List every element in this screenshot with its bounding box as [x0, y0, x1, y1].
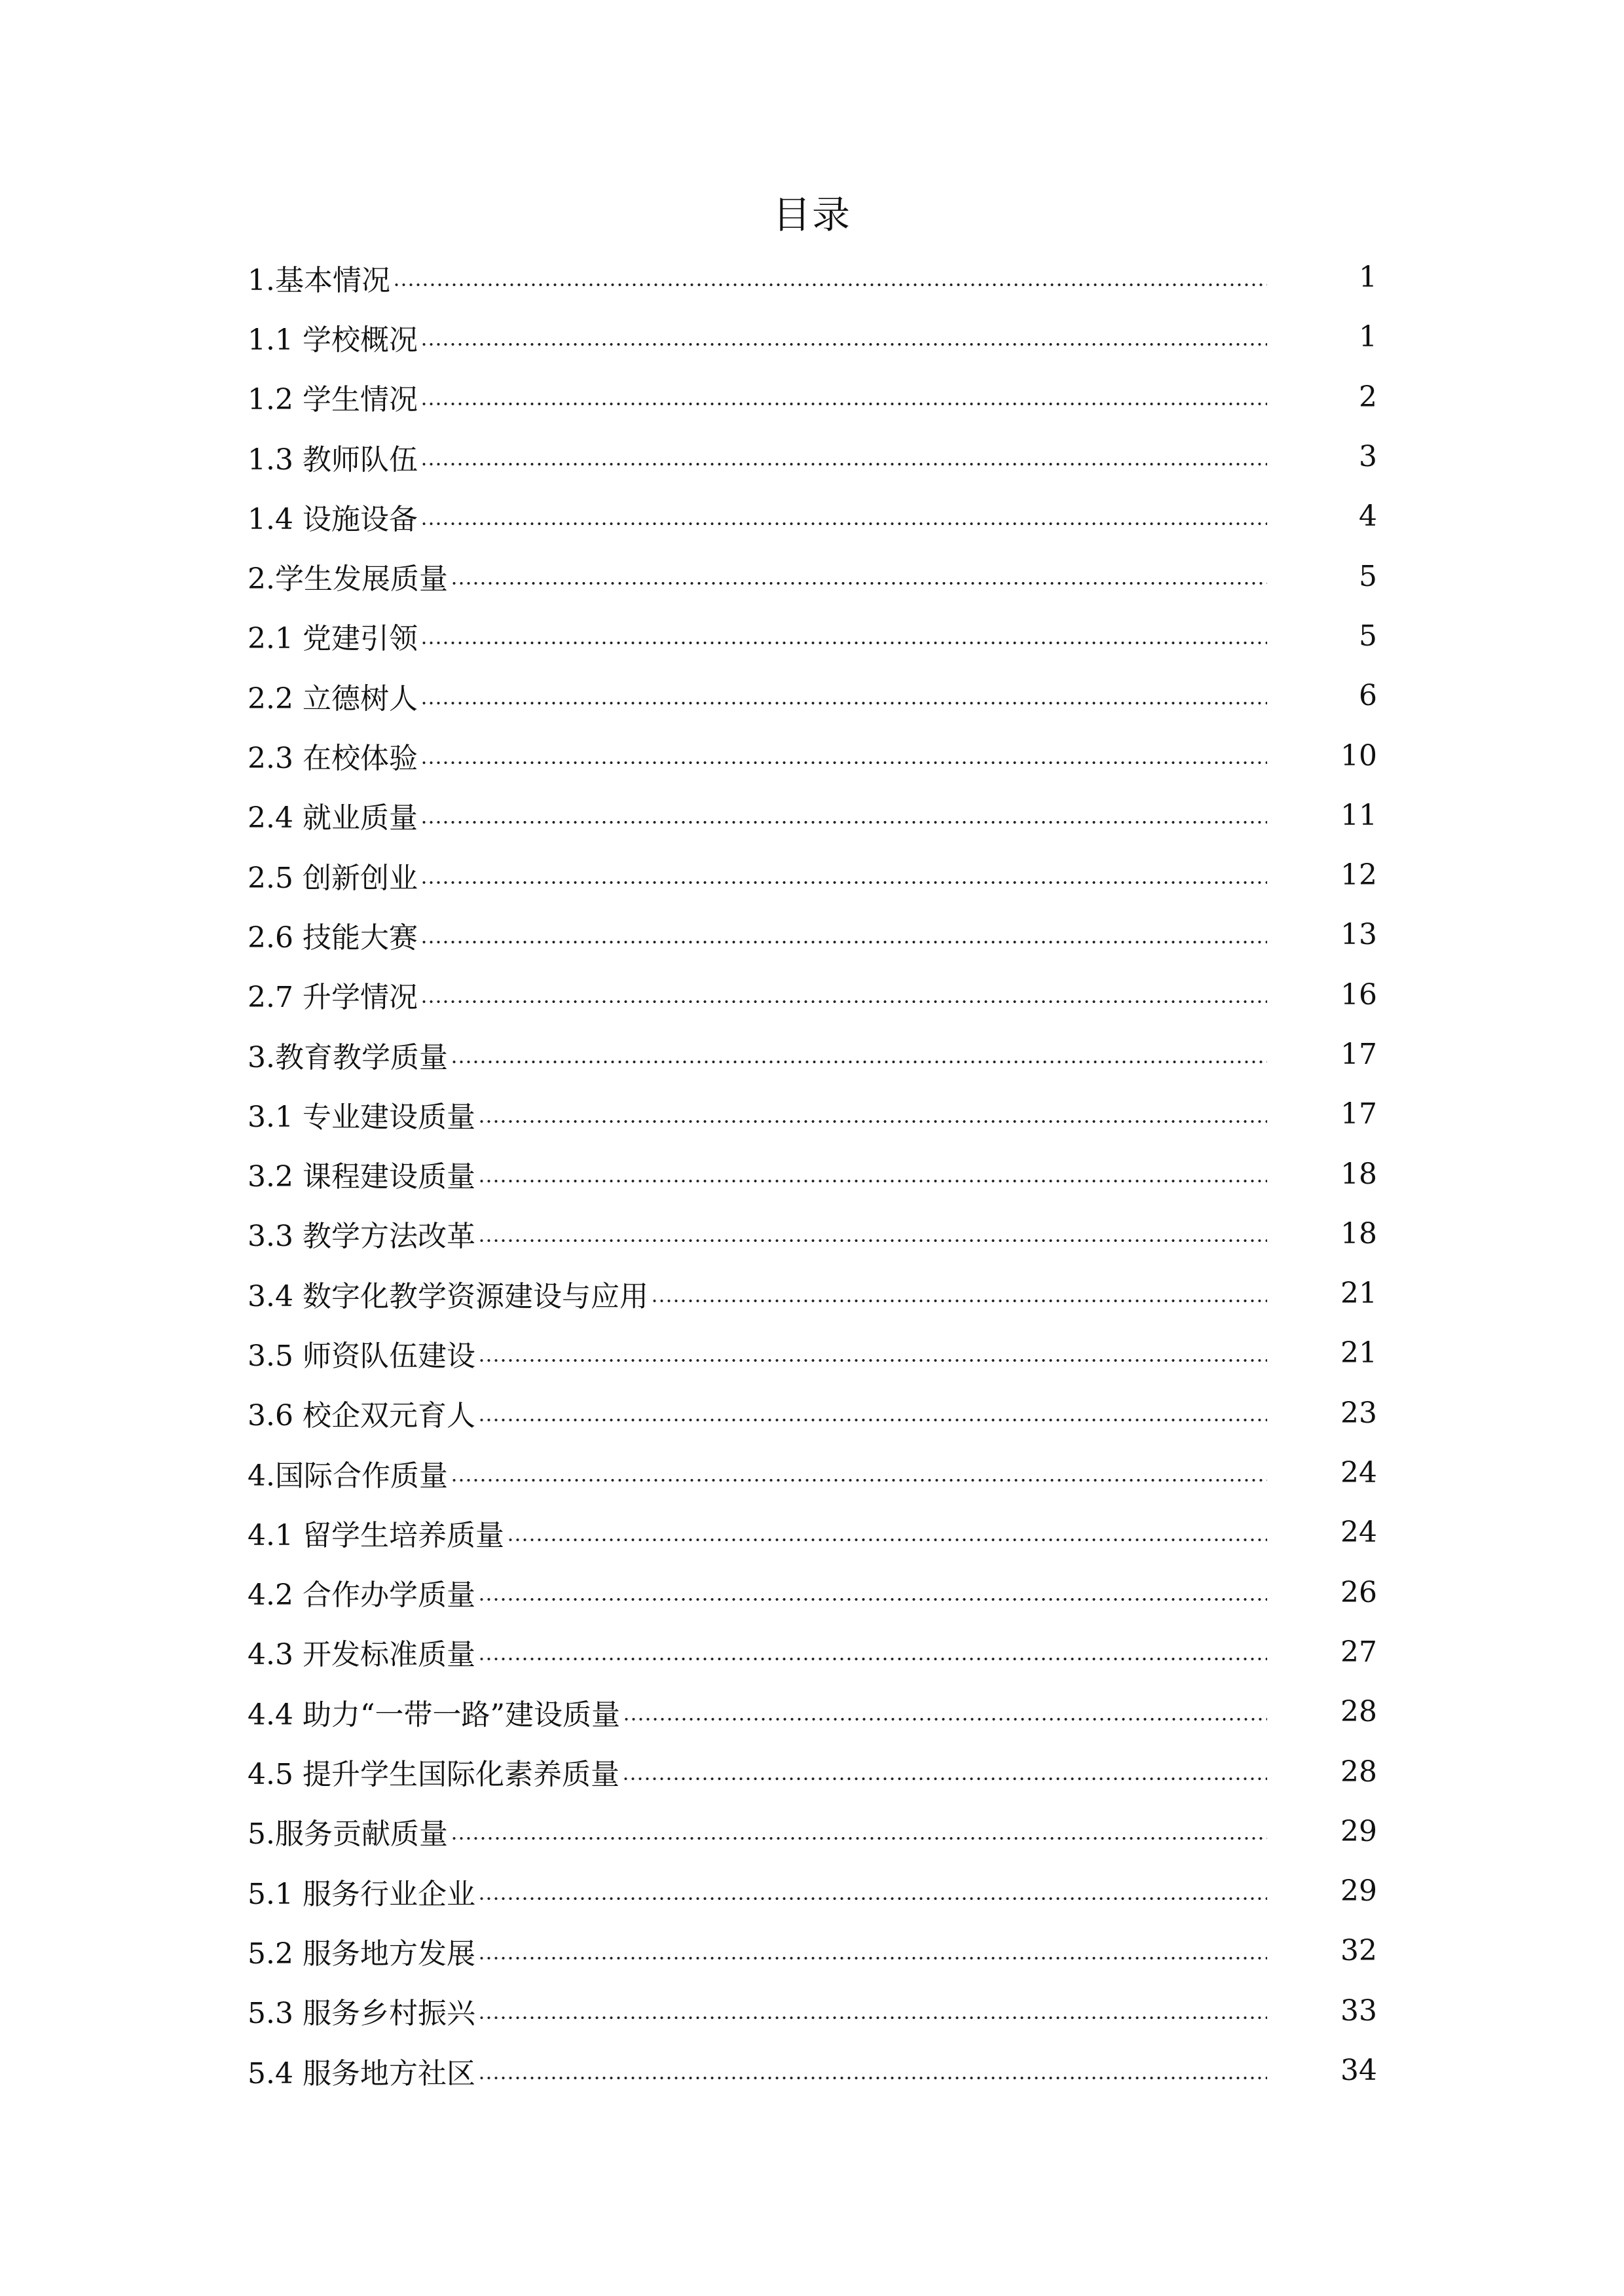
toc-entry-label: 3.5 师资队伍建设: [248, 1339, 475, 1373]
toc-entry-page-number: 12: [1340, 858, 1377, 892]
toc-entry[interactable]: [248, 247, 1377, 307]
toc-entry-page-number: 21: [1340, 1336, 1377, 1370]
dot-leader: [451, 1836, 1267, 1840]
dot-leader: [420, 342, 1267, 346]
toc-entry-page-number: 6: [1359, 679, 1377, 713]
toc-entry-page-number: 10: [1340, 738, 1377, 773]
dot-leader: [478, 1120, 1267, 1123]
toc-entry[interactable]: [248, 546, 1377, 606]
toc-entry-page-number: 28: [1340, 1695, 1377, 1729]
toc-entry-page-number: 16: [1340, 977, 1377, 1011]
dot-leader: [478, 1418, 1267, 1422]
dot-leader: [478, 2016, 1267, 2020]
dot-leader: [478, 1358, 1267, 1362]
dot-leader: [451, 1478, 1267, 1482]
page-title: 目录: [772, 192, 851, 237]
dot-leader: [420, 402, 1267, 406]
toc-entry-page-number: 17: [1340, 1038, 1377, 1071]
toc-entry-page-number: 13: [1340, 918, 1377, 952]
toc-entry-page-number: 28: [1340, 1755, 1377, 1789]
toc-entry-page-number: 32: [1340, 1934, 1377, 1968]
toc-entry-label: 5.服务贡献质量: [248, 1817, 448, 1851]
dot-leader: [420, 462, 1267, 466]
toc-entry[interactable]: [248, 1264, 1377, 1323]
toc-entry-label: 5.2 服务地方发展: [248, 1937, 475, 1971]
toc-entry-page-number: 18: [1340, 1216, 1377, 1250]
toc-entry-page-number: 34: [1340, 2054, 1377, 2088]
dot-leader: [478, 1597, 1267, 1601]
toc-entry[interactable]: [248, 1503, 1377, 1562]
toc-entry[interactable]: [248, 1622, 1377, 1682]
toc-entry-page-number: 1: [1359, 320, 1377, 354]
dot-leader: [393, 283, 1267, 287]
toc-entry-page-number: 24: [1340, 1456, 1377, 1490]
toc-entry-label: 1.2 学生情况: [248, 383, 418, 417]
toc-entry[interactable]: [248, 1981, 1377, 2041]
dot-leader: [420, 701, 1267, 705]
dot-leader: [420, 820, 1267, 824]
toc-entry-label: 5.1 服务行业企业: [248, 1877, 475, 1911]
toc-entry[interactable]: [248, 367, 1377, 427]
toc-entry-page-number: 29: [1340, 1814, 1377, 1848]
dot-leader: [478, 1239, 1267, 1243]
toc-entry[interactable]: [248, 427, 1377, 486]
toc-entry-label: 3.6 校企双元育人: [248, 1399, 475, 1433]
toc-entry-page-number: 1: [1359, 261, 1377, 295]
toc-entry-page-number: 5: [1359, 559, 1377, 593]
toc-entry-label: 3.3 教学方法改革: [248, 1220, 475, 1254]
toc-entry-page-number: 29: [1340, 1874, 1377, 1908]
toc-entry-label: 4.4 助力“一带一路”建设质量: [248, 1698, 620, 1732]
toc-entry-label: 4.国际合作质量: [248, 1459, 448, 1493]
toc-entry[interactable]: [248, 1682, 1377, 1741]
toc-entry-page-number: 11: [1340, 798, 1377, 832]
dot-leader: [420, 1000, 1267, 1004]
toc-entry-label: 1.1 学校概况: [248, 323, 418, 357]
toc-entry-page-number: 4: [1359, 500, 1377, 534]
toc-entry-page-number: 27: [1340, 1635, 1377, 1669]
dot-leader: [507, 1538, 1267, 1542]
toc-entry-label: 2.4 就业质量: [248, 801, 418, 835]
dot-leader: [651, 1299, 1267, 1303]
toc-entry-label: 5.3 服务乡村振兴: [248, 1997, 475, 2031]
toc-entry[interactable]: [248, 845, 1377, 905]
dot-leader: [420, 761, 1267, 765]
toc-entry[interactable]: [248, 905, 1377, 964]
toc-entry-label: 5.4 服务地方社区: [248, 2056, 475, 2090]
toc-entry-page-number: 26: [1340, 1575, 1377, 1609]
toc-entry-label: 2.1 党建引领: [248, 622, 418, 656]
toc-entry-label: 3.教育教学质量: [248, 1040, 448, 1074]
dot-leader: [420, 641, 1267, 645]
dot-leader: [420, 522, 1267, 526]
toc-entry[interactable]: [248, 1443, 1377, 1503]
dot-leader: [451, 1060, 1267, 1064]
dot-leader: [478, 1179, 1267, 1183]
toc-entry-label: 3.1 专业建设质量: [248, 1100, 475, 1134]
toc-entry-label: 4.5 提升学生国际化素养质量: [248, 1758, 619, 1792]
toc-entry-label: 2.3 在校体验: [248, 742, 418, 776]
dot-leader: [420, 940, 1267, 944]
toc-entry-label: 4.3 开发标准质量: [248, 1638, 475, 1672]
dot-leader: [623, 1717, 1267, 1721]
toc-entry-page-number: 17: [1340, 1097, 1377, 1131]
toc-entry-page-number: 3: [1359, 440, 1377, 474]
toc-entry-label: 1.4 设施设备: [248, 502, 418, 536]
toc-entry-label: 2.6 技能大赛: [248, 920, 418, 955]
toc-entry[interactable]: [248, 2041, 1377, 2100]
toc-entry[interactable]: [248, 1025, 1377, 1084]
toc-entry[interactable]: [248, 1144, 1377, 1203]
toc-entry-label: 2.学生发展质量: [248, 562, 448, 596]
toc-entry-label: 2.5 创新创业: [248, 861, 418, 895]
toc-entry[interactable]: [248, 1563, 1377, 1622]
toc-entry[interactable]: [248, 1741, 1377, 1801]
dot-leader: [478, 1657, 1267, 1661]
toc-entry-label: 4.1 留学生培养质量: [248, 1518, 504, 1552]
dot-leader: [478, 2076, 1267, 2080]
toc-entry[interactable]: [248, 486, 1377, 546]
table-of-contents: [248, 247, 1377, 2100]
toc-entry[interactable]: [248, 666, 1377, 725]
toc-entry-page-number: 21: [1340, 1277, 1377, 1311]
toc-entry-page-number: 5: [1359, 619, 1377, 653]
toc-entry[interactable]: [248, 1802, 1377, 1861]
toc-entry[interactable]: [248, 1921, 1377, 1980]
toc-entry-label: 2.7 升学情况: [248, 981, 418, 1015]
toc-entry-label: 2.2 立德树人: [248, 682, 418, 716]
toc-entry-label: 1.3 教师队伍: [248, 443, 418, 477]
toc-entry-page-number: 24: [1340, 1516, 1377, 1550]
dot-leader: [622, 1777, 1267, 1781]
toc-entry-label: 1.基本情况: [248, 263, 390, 297]
toc-entry[interactable]: [248, 1383, 1377, 1443]
dot-leader: [478, 1897, 1267, 1901]
toc-entry-page-number: 2: [1359, 380, 1377, 414]
dot-leader: [478, 1956, 1267, 1960]
toc-entry-page-number: 18: [1340, 1157, 1377, 1191]
toc-entry[interactable]: [248, 786, 1377, 845]
toc-entry[interactable]: [248, 1861, 1377, 1921]
toc-entry[interactable]: [248, 1323, 1377, 1383]
toc-entry[interactable]: [248, 725, 1377, 785]
toc-entry[interactable]: [248, 1204, 1377, 1264]
toc-entry[interactable]: [248, 1084, 1377, 1144]
toc-entry-label: 4.2 合作办学质量: [248, 1578, 475, 1613]
dot-leader: [420, 881, 1267, 884]
toc-entry[interactable]: [248, 606, 1377, 666]
toc-entry-label: 3.4 数字化教学资源建设与应用: [248, 1279, 648, 1313]
toc-entry-label: 3.2 课程建设质量: [248, 1160, 475, 1194]
toc-entry-page-number: 23: [1340, 1396, 1377, 1430]
toc-entry[interactable]: [248, 307, 1377, 367]
toc-entry[interactable]: [248, 965, 1377, 1025]
toc-entry-page-number: 33: [1340, 1994, 1377, 2028]
dot-leader: [451, 581, 1267, 585]
